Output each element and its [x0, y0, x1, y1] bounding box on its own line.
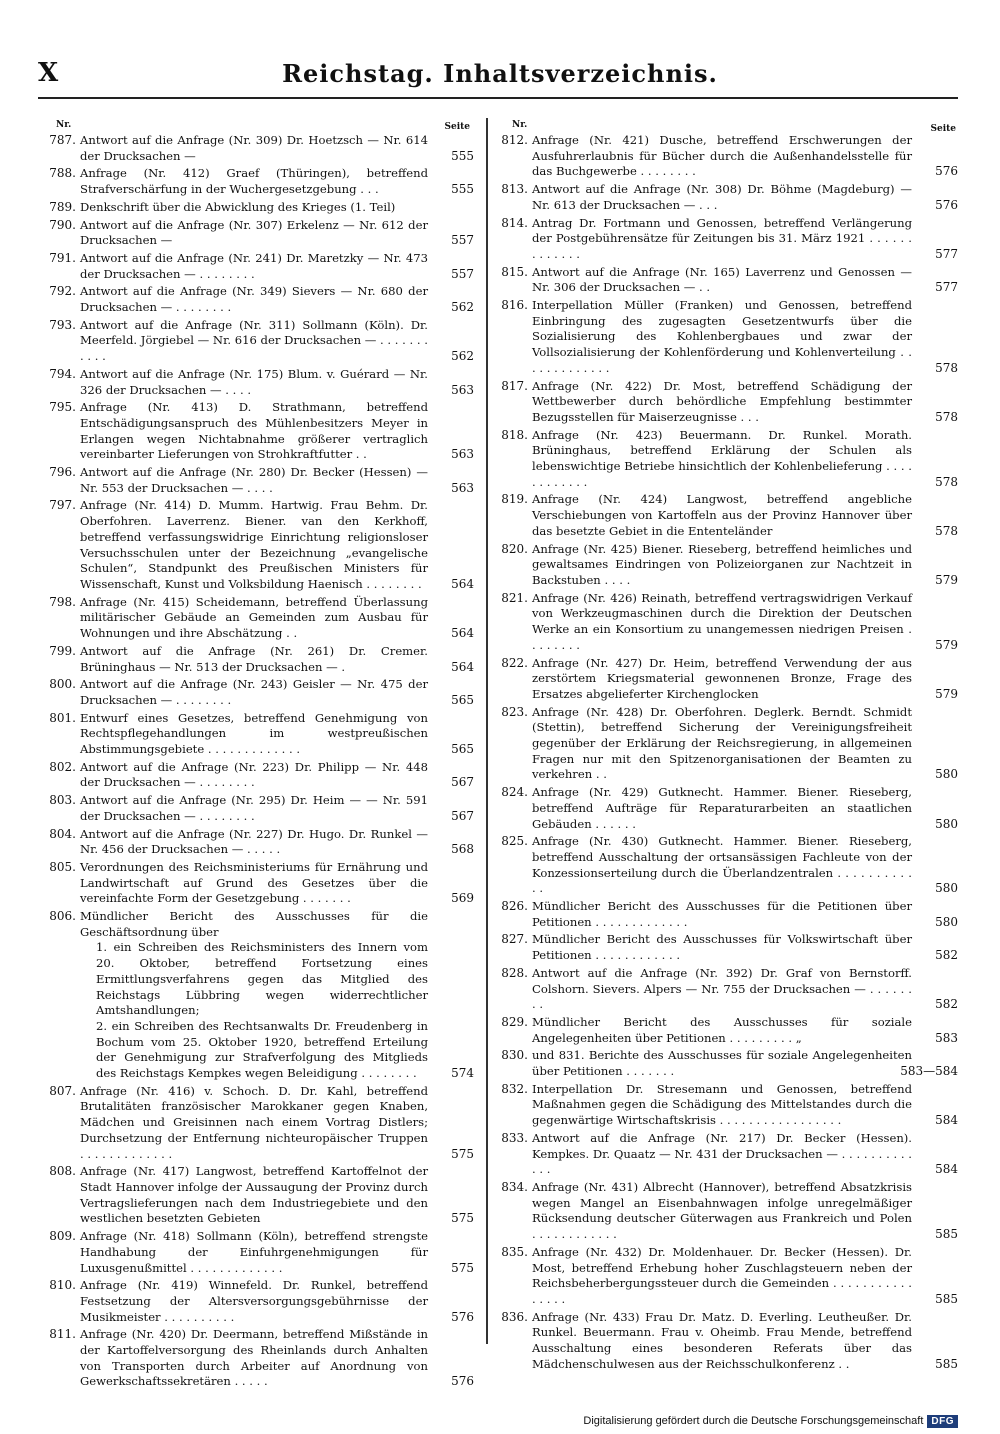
- entry-page: 580: [935, 914, 958, 929]
- toc-entry: [492, 492, 960, 539]
- footer: [583, 1413, 958, 1429]
- entry-page: 564: [451, 576, 474, 591]
- entry-number: 795.: [49, 400, 76, 415]
- entry-number: 821.: [501, 590, 528, 605]
- toc-entry: [30, 760, 476, 791]
- toc-entry: [492, 899, 960, 930]
- toc-entry: [492, 966, 960, 1013]
- entry-text: [80, 644, 428, 675]
- toc-entry: [492, 1180, 960, 1243]
- toc-entry: [30, 400, 476, 463]
- entry-page: 578: [935, 360, 958, 375]
- toc-entry: [30, 827, 476, 858]
- entry-page: 578: [935, 474, 958, 489]
- toc-entry: [30, 793, 476, 824]
- entry-text: [80, 827, 428, 858]
- entry-page: 567: [451, 775, 474, 790]
- entry-text: [80, 1327, 428, 1390]
- nr-label: Nr.: [512, 120, 528, 130]
- entry-number: 833.: [501, 1130, 528, 1145]
- entry-title: Anfrage (Nr. 413) D. Strathmann, betreffend Entschädigungsanspruch des Mühlenbesitzers Meyer in Erlangen wegen Nichtabnahme größerer vertraglich vereinbarter Lieferungen von Strohkraftfutter . .: [80, 400, 428, 462]
- toc-entry: [492, 1082, 960, 1129]
- entry-title: Antwort auf die Anfrage (Nr. 349) Sievers — Nr. 680 der Drucksachen — . . . . . . . .: [80, 284, 428, 315]
- entry-text: [532, 428, 912, 491]
- entry-title: Mündlicher Bericht des Ausschusses für soziale Angelegenheiten über Petitionen . . . . . . . . . „: [532, 1014, 912, 1045]
- seite-label: Seite: [930, 124, 956, 134]
- entry-title: Antwort auf die Anfrage (Nr. 243) Geisler — Nr. 475 der Drucksachen — . . . . . . . .: [80, 677, 428, 707]
- entry-number: 809.: [49, 1229, 76, 1244]
- toc-entry: [30, 1278, 476, 1325]
- entry-text: [532, 298, 912, 377]
- entry-text: [532, 932, 912, 963]
- entry-title: Mündlicher Bericht des Ausschusses für die Petitionen über Petitionen . . . . . . . . . . . . .: [532, 899, 912, 929]
- toc-entry: [492, 428, 960, 491]
- entry-page: 576: [451, 1374, 474, 1389]
- entry-number: 806.: [49, 909, 76, 924]
- entry-subitem: 2. ein Schreiben des Rechtsanwalts Dr. Freudenberg in Bochum vom 25. Oktober 1920, betreffend Erteilung der Genehmigung zur Strafverfolgung des Mitglieds des Reichstags Kempkes wegen Beleidigung . . . . . . . .: [96, 1018, 428, 1081]
- column-header: [30, 118, 476, 133]
- entry-title: Antwort auf die Anfrage (Nr. 280) Dr. Becker (Hessen) — Nr. 553 der Drucksachen — . . . .: [80, 465, 428, 495]
- entry-number: 826.: [501, 899, 528, 914]
- entry-page: 569: [451, 891, 474, 906]
- entry-page: 585: [935, 1356, 958, 1371]
- entry-page: 577: [935, 280, 958, 295]
- entry-title: Antwort auf die Anfrage (Nr. 295) Dr. Heim — — Nr. 591 der Drucksachen — . . . . . . . .: [80, 793, 428, 823]
- toc-entry: [30, 677, 476, 708]
- entry-page: 568: [451, 842, 474, 857]
- entry-text: [80, 166, 428, 197]
- toc-entry: [492, 542, 960, 589]
- toc-entry: [30, 595, 476, 642]
- entry-text: [532, 1310, 912, 1373]
- entry-text: [532, 899, 912, 930]
- entry-page: 583—584: [900, 1064, 958, 1079]
- entry-number: 805.: [49, 859, 76, 874]
- toc-entry: [30, 860, 476, 907]
- entry-text: [80, 400, 428, 463]
- entry-text: [80, 860, 428, 907]
- entry-number: 791.: [49, 250, 76, 265]
- toc-entry: [30, 133, 476, 164]
- entry-page: 575: [451, 1211, 474, 1226]
- entry-number: 810.: [49, 1278, 76, 1293]
- entry-page: 579: [935, 686, 958, 701]
- entry-text: [80, 133, 428, 164]
- toc-entry: [492, 298, 960, 377]
- entry-title: Anfrage (Nr. 421) Dusche, betreffend Erschwerungen der Ausfuhrerlaubnis für Bücher durch die Außenhandelsstelle für das Buchgewerbe . . . . . . . .: [532, 133, 912, 179]
- entry-page: 577: [935, 246, 958, 261]
- entry-page: 562: [451, 300, 474, 315]
- entry-page: 575: [451, 1146, 474, 1161]
- toc-entry: [30, 465, 476, 496]
- entry-text: [80, 251, 428, 282]
- entry-title: Anfrage (Nr. 425) Biener. Rieseberg, betreffend heimliches und gewaltsames Eindringen von Polizeiorganen zur Nachtzeit in Backstuben . . . .: [532, 541, 912, 587]
- entry-text: [80, 677, 428, 708]
- entry-page: 555: [451, 148, 474, 163]
- entry-number: 804.: [49, 826, 76, 841]
- entry-number: 787.: [49, 133, 76, 147]
- entry-title: Anfrage (Nr. 412) Graef (Thüringen), betreffend Strafverschärfung in der Wuchergesetzgebung . . .: [80, 166, 428, 197]
- entry-title: Interpellation Dr. Stresemann und Genossen, betreffend Maßnahmen gegen die Schädigung des Mittelstandes durch die gegenwärtige Wirtschaftskrisis . . . . . . . . . . . . . . . . .: [532, 1081, 912, 1128]
- entry-number: 790.: [49, 217, 76, 232]
- entry-title: Anfrage (Nr. 418) Sollmann (Köln), betreffend strengste Handhabung der Einfuhrgenehmigungen für Luxusgenußmittel . . . . . . . . . . . . .: [80, 1229, 428, 1275]
- toc-entry: [492, 1015, 960, 1046]
- toc-entry: [30, 367, 476, 398]
- entry-number: 825.: [501, 834, 528, 849]
- entry-title: Anfrage (Nr. 433) Frau Dr. Matz. D. Everling. Leutheußer. Dr. Runkel. Beuermann. Frau v. Oheimb. Frau Mende, betreffend Ausschaltung eines besonderen Referats über das Mädchenschulwesen aus der Reichsschulkonferenz . .: [532, 1309, 912, 1371]
- entry-number: 817.: [501, 378, 528, 393]
- toc-entry: [30, 318, 476, 365]
- toc-entry: [492, 133, 960, 180]
- toc-entry: [30, 166, 476, 197]
- entry-title: Mündlicher Bericht des Ausschusses für Volkswirtschaft über Petitionen . . . . . . . . . . . .: [532, 932, 912, 963]
- entry-page: 582: [935, 948, 958, 963]
- entry-title: Anfrage (Nr. 419) Winnefeld. Dr. Runkel, betreffend Festsetzung der Altersversorgungsgebührnisse der Musikmeister . . . . . . . . . .: [80, 1278, 428, 1324]
- entry-page: 555: [451, 182, 474, 197]
- entry-text: [532, 1131, 912, 1178]
- entry-title: und 831. Berichte des Ausschusses für soziale Angelegenheiten über Petitionen . . . . . . .: [532, 1048, 912, 1079]
- entry-number: 836.: [501, 1309, 528, 1324]
- entry-text: [80, 1278, 428, 1325]
- entry-title: Anfrage (Nr. 417) Langwost, betreffend Kartoffelnot der Stadt Hannover infolge der Aussaugung der Provinz durch Vertragslieferungen nach dem Industriegebiete und den westlichen besetzten Gebieten: [80, 1164, 428, 1226]
- entry-page: 563: [451, 447, 474, 462]
- entry-title: Anfrage (Nr. 431) Albrecht (Hannover), betreffend Absatzkrisis wegen Mangel an Eisenbahnwagen infolge unregelmäßiger Rücksendung deutscher Güterwagen aus Frankreich und Polen . . . . . . . . . . . .: [532, 1180, 912, 1242]
- entry-title: Anfrage (Nr. 416) v. Schoch. D. Dr. Kahl, betreffend Brutalitäten französischer Marokkaner gegen Knaben, Mädchen und Greisinnen nach einem Vortrag Distlers; Durchsetzung der Entfernung nichteuropäischer Truppen . . . . . . . . . . . . .: [80, 1083, 428, 1161]
- entry-text: [80, 1084, 428, 1163]
- entry-text: [532, 834, 912, 897]
- entry-number: 824.: [501, 785, 528, 800]
- entry-number: 789.: [49, 199, 76, 214]
- entry-title: Antwort auf die Anfrage (Nr. 307) Erkelenz — Nr. 612 der Drucksachen —: [80, 217, 428, 248]
- entry-title: Anfrage (Nr. 423) Beuermann. Dr. Runkel. Morath. Brüninghaus, betreffend Erklärung der Schulen als lebenswichtige Betriebe hinsichtlich der Kohlenbelieferung . . . . . . . . . . . .: [532, 427, 912, 489]
- entry-page: 565: [451, 742, 474, 757]
- entry-number: 800.: [49, 677, 76, 692]
- entry-number: 811.: [49, 1327, 76, 1342]
- entry-page: 580: [935, 881, 958, 896]
- entry-page: 557: [451, 233, 474, 248]
- entry-title: Antwort auf die Anfrage (Nr. 309) Dr. Hoetzsch — Nr. 614 der Drucksachen —: [80, 133, 428, 163]
- entry-text: [80, 465, 428, 496]
- entry-title: Antwort auf die Anfrage (Nr. 227) Dr. Hugo. Dr. Runkel — Nr. 456 der Drucksachen — . . . . .: [80, 826, 428, 857]
- entry-number: 830.: [501, 1048, 528, 1063]
- entry-title: Anfrage (Nr. 422) Dr. Most, betreffend Schädigung der Wettbewerber durch behördliche Empfehlung bestimmter Bezugsstellen für Maiserzeugnisse . . .: [532, 378, 912, 424]
- entry-text: [532, 785, 912, 832]
- toc-entry: [492, 834, 960, 897]
- entry-title: Antwort auf die Anfrage (Nr. 311) Sollmann (Köln). Dr. Meerfeld. Jörgiebel — Nr. 616 der Drucksachen — . . . . . . . . . . .: [80, 317, 428, 364]
- entry-title: Anfrage (Nr. 420) Dr. Deermann, betreffend Mißstände in der Kartoffelversorgung des Rheinlands durch Anhalten von Transporten durch Arbeiter auf Anordnung von Gewerkschaftssekretären . . . . .: [80, 1327, 428, 1389]
- entry-text: [532, 966, 912, 1013]
- entry-number: 801.: [49, 710, 76, 725]
- entry-page: 563: [451, 480, 474, 495]
- toc-entry: [30, 1084, 476, 1163]
- entry-number: 796.: [49, 465, 76, 480]
- entry-text: [532, 1180, 912, 1243]
- seite-label: Seite: [444, 122, 470, 132]
- entry-text: [80, 595, 428, 642]
- entry-number: 808.: [49, 1164, 76, 1179]
- toc-entry: [30, 909, 476, 1082]
- entry-number: 829.: [501, 1014, 528, 1029]
- entry-number: 834.: [501, 1180, 528, 1194]
- toc-entry: [492, 932, 960, 963]
- entry-page: 565: [451, 692, 474, 707]
- toc-entry: [30, 644, 476, 675]
- entry-page: 579: [935, 637, 958, 652]
- toc-entry: [30, 200, 476, 216]
- entry-number: 813.: [501, 182, 528, 197]
- entry-text: [80, 760, 428, 791]
- entry-text: [80, 367, 428, 398]
- nr-label: Nr.: [56, 120, 72, 130]
- entry-title: Anfrage (Nr. 428) Dr. Oberfohren. Deglerk. Berndt. Schmidt (Stettin), betreffend Sicherung der Vereinigungsfreiheit gegenüber der Erklärung der Reichsregierung, in allgemeinen Fragen nur mit den Spitzenorganisationen der Beamten zu verkehren . .: [532, 704, 912, 782]
- toc-entry: [30, 711, 476, 758]
- entry-title: Denkschrift über die Abwicklung des Krieges (1. Teil): [80, 199, 396, 214]
- toc-entry: [30, 218, 476, 249]
- entry-number: 797.: [49, 498, 76, 513]
- left-column: [30, 118, 476, 1392]
- entry-title: Anfrage (Nr. 424) Langwost, betreffend angebliche Verschiebungen von Kartoffeln aus der Provinz Hannover über das besetzte Gebiet in die Ententeländer: [532, 492, 912, 538]
- entry-number: 820.: [501, 541, 528, 556]
- toc-entry: [30, 498, 476, 592]
- entry-number: 802.: [49, 759, 76, 774]
- entry-number: 835.: [501, 1244, 528, 1259]
- entry-title: Antwort auf die Anfrage (Nr. 175) Blum. v. Guérard — Nr. 326 der Drucksachen — . . . .: [80, 366, 428, 397]
- entry-text: [532, 705, 912, 784]
- entry-title: Mündlicher Bericht des Ausschusses für die Geschäftsordnung über: [80, 909, 428, 939]
- entry-page: 576: [935, 164, 958, 179]
- entry-page: 583: [935, 1030, 958, 1045]
- toc-entry: [30, 1229, 476, 1276]
- toc-entry: [492, 379, 960, 426]
- entry-title: Antrag Dr. Fortmann und Genossen, betreffend Verlängerung der Postgebührensätze für Zeitungen bis 31. März 1921 . . . . . . . . . . . . .: [532, 215, 912, 261]
- entry-text: [532, 216, 912, 263]
- entry-list: [492, 133, 960, 1372]
- toc-entry: [492, 1048, 960, 1079]
- entry-number: 803.: [49, 793, 76, 808]
- entry-text: [80, 909, 428, 1082]
- toc-entry: [492, 216, 960, 263]
- entry-title: Anfrage (Nr. 414) D. Mumm. Hartwig. Frau Behm. Dr. Oberfohren. Laverrenz. Biener. van den Kerkhoff, betreffend verfassungswidrige Einrichtung religionsloser Versuchsschulen unter der Bezeichnung „evangelische Schulen“, Standpunkt des Preußischen Ministers für Wissenschaft, Kunst und Volksbildung Haenisch . . . . . . . .: [80, 498, 428, 591]
- toc-entry: [30, 1164, 476, 1227]
- entry-title: Antwort auf die Anfrage (Nr. 308) Dr. Böhme (Magdeburg) — Nr. 613 der Drucksachen — . . .: [532, 182, 912, 212]
- toc-entry: [492, 785, 960, 832]
- entry-page: 574: [451, 1066, 474, 1081]
- page-title: Reichstag. Inhaltsverzeichnis.: [282, 59, 718, 88]
- toc-entry: [492, 182, 960, 213]
- entry-number: 812.: [501, 133, 528, 147]
- entry-number: 827.: [501, 932, 528, 947]
- entry-page: 564: [451, 659, 474, 674]
- entry-text: [80, 284, 428, 315]
- footer-text: Digitalisierung gefördert durch die Deutsche Forschungsgemeinschaft: [583, 1415, 924, 1427]
- entry-page: 582: [935, 997, 958, 1012]
- entry-text: [80, 498, 428, 592]
- entry-text: [80, 1229, 428, 1276]
- entry-text: [80, 793, 428, 824]
- entry-number: 818.: [501, 427, 528, 442]
- entry-text: [532, 656, 912, 703]
- entry-page: 576: [935, 197, 958, 212]
- entry-number: 822.: [501, 655, 528, 670]
- entry-title: Anfrage (Nr. 432) Dr. Moldenhauer. Dr. Becker (Hessen). Dr. Most, betreffend Erhebung hoher Zuschlagsteuern neben der Reichsbeherbergungssteuer durch die Gemeinden . . . . . . . . . . . . . . . .: [532, 1244, 912, 1306]
- entry-page: 585: [935, 1291, 958, 1306]
- entry-page: 578: [935, 523, 958, 538]
- dfg-logo: DFG: [927, 1415, 958, 1428]
- entry-number: 792.: [49, 284, 76, 299]
- entry-text: [532, 1015, 912, 1046]
- header-rule: [38, 97, 958, 99]
- entry-page: 557: [451, 266, 474, 281]
- entry-page: 579: [935, 572, 958, 587]
- page-number: X: [38, 58, 59, 88]
- entry-title: Anfrage (Nr. 429) Gutknecht. Hammer. Biener. Rieseberg, betreffend Aufträge für Reparaturarbeiten an staatlichen Gebäuden . . . . . .: [532, 785, 912, 831]
- entry-number: 814.: [501, 215, 528, 230]
- entry-text: [80, 711, 428, 758]
- toc-entry: [492, 705, 960, 784]
- toc-entry: [30, 1327, 476, 1390]
- entry-title: Verordnungen des Reichsministeriums für Ernährung und Landwirtschaft auf Grund des Gesetzes über die vereinfachte Form der Gesetzgebung . . . . . . .: [80, 859, 428, 906]
- entry-page: 567: [451, 808, 474, 823]
- entry-page: 585: [935, 1227, 958, 1242]
- entry-text: [532, 492, 912, 539]
- entry-number: 807.: [49, 1083, 76, 1098]
- entry-number: 816.: [501, 298, 528, 313]
- column-divider: [486, 118, 488, 1344]
- entry-title: Interpellation Müller (Franken) und Genossen, betreffend Einbringung des zugesagten Gesetzentwurfs über die Sozialisierung des Kohlenbergbaues und zwar der Vollsozialisierung der Kohlenförderung und Kohlenverteilung . . . . . . . . . . . . .: [532, 298, 912, 375]
- entry-title: Antwort auf die Anfrage (Nr. 217) Dr. Becker (Hessen). Kempkes. Dr. Quaatz — Nr. 431 der Drucksachen — . . . . . . . . . . . . .: [532, 1130, 912, 1177]
- column-header: [492, 118, 960, 133]
- entry-title: Antwort auf die Anfrage (Nr. 241) Dr. Maretzky — Nr. 473 der Drucksachen — . . . . . . . .: [80, 250, 428, 281]
- entry-text: [80, 218, 428, 249]
- entry-text: [532, 542, 912, 589]
- entry-text: [532, 591, 912, 654]
- toc-entry: [492, 1245, 960, 1308]
- toc-entry: [30, 284, 476, 315]
- toc-entry: [492, 265, 960, 296]
- entry-page: 576: [451, 1309, 474, 1324]
- entry-page: 564: [451, 626, 474, 641]
- entry-page: 584: [935, 1113, 958, 1128]
- entry-page: 578: [935, 409, 958, 424]
- entry-page: 580: [935, 816, 958, 831]
- entry-subitem: 1. ein Schreiben des Reichsministers des Innern vom 20. Oktober, betreffend Fortsetzung eines Ermittlungsverfahrens gegen das Mitglied des Reichstags Lübbring wegen widerrechtlicher Amtshandlungen;: [96, 940, 428, 1018]
- entry-text: [80, 318, 428, 365]
- entry-title: Anfrage (Nr. 427) Dr. Heim, betreffend Verwendung der aus zerstörtem Kriegsmaterial gewonnenen Bronze, Frage des Ersatzes abgelieferter Kirchenglocken: [532, 655, 912, 701]
- entry-text: [80, 200, 428, 216]
- toc-entry: [30, 251, 476, 282]
- entry-title: Anfrage (Nr. 415) Scheidemann, betreffend Überlassung militärischer Gebäude an Gemeinden zum Ausbau für Wohnungen und ihre Abschätzung . .: [80, 594, 428, 641]
- entry-page: 580: [935, 767, 958, 782]
- toc-entry: [492, 591, 960, 654]
- entry-number: 832.: [501, 1081, 528, 1096]
- entry-title: Anfrage (Nr. 426) Reinath, betreffend vertragswidrigen Verkauf von Werkzeugmaschinen durch die Direktion der Deutschen Werke an ein Konsortium zu unangemessen niedrigen Preisen . . . . . . . .: [532, 590, 912, 652]
- entry-list: [30, 133, 476, 1390]
- entry-number: 815.: [501, 264, 528, 279]
- entry-number: 788.: [49, 166, 76, 181]
- entry-text: [532, 265, 912, 296]
- entry-number: 794.: [49, 366, 76, 381]
- entry-title: Entwurf eines Gesetzes, betreffend Genehmigung von Rechtspflegehandlungen im westpreußischen Abstimmungsgebiete . . . . . . . . . . . . .: [80, 710, 428, 757]
- entry-page: 584: [935, 1162, 958, 1177]
- entry-page: 562: [451, 349, 474, 364]
- entry-text: [532, 1048, 912, 1079]
- entry-text: [532, 379, 912, 426]
- toc-entry: [492, 1310, 960, 1373]
- entry-number: 823.: [501, 704, 528, 719]
- entry-title: Antwort auf die Anfrage (Nr. 223) Dr. Philipp — Nr. 448 der Drucksachen — . . . . . . . .: [80, 759, 428, 790]
- entry-number: 819.: [501, 492, 528, 507]
- entry-text: [80, 1164, 428, 1227]
- entry-text: [532, 182, 912, 213]
- entry-page: 563: [451, 382, 474, 397]
- entry-text: [532, 1245, 912, 1308]
- entry-number: 828.: [501, 965, 528, 980]
- entry-number: 798.: [49, 594, 76, 609]
- entry-text: [532, 1082, 912, 1129]
- entry-title: Antwort auf die Anfrage (Nr. 165) Laverrenz und Genossen — Nr. 306 der Drucksachen — . .: [532, 264, 912, 295]
- toc-entry: [492, 656, 960, 703]
- entry-page: 575: [451, 1260, 474, 1275]
- right-column: [492, 118, 960, 1374]
- entry-title: Antwort auf die Anfrage (Nr. 261) Dr. Cremer. Brüninghaus — Nr. 513 der Drucksachen — .: [80, 643, 428, 674]
- entry-text: [532, 133, 912, 180]
- toc-entry: [492, 1131, 960, 1178]
- entry-number: 793.: [49, 317, 76, 332]
- entry-title: Anfrage (Nr. 430) Gutknecht. Hammer. Biener. Rieseberg, betreffend Ausschaltung der ortsansässigen Fachleute von der Konzessionserteilung durch die Überlandzentralen . . . . . . . . . . . .: [532, 834, 912, 896]
- entry-number: 799.: [49, 643, 76, 658]
- entry-title: Antwort auf die Anfrage (Nr. 392) Dr. Graf von Bernstorff. Colshorn. Sievers. Alpers — Nr. 755 der Drucksachen — . . . . . . . .: [532, 965, 912, 1012]
